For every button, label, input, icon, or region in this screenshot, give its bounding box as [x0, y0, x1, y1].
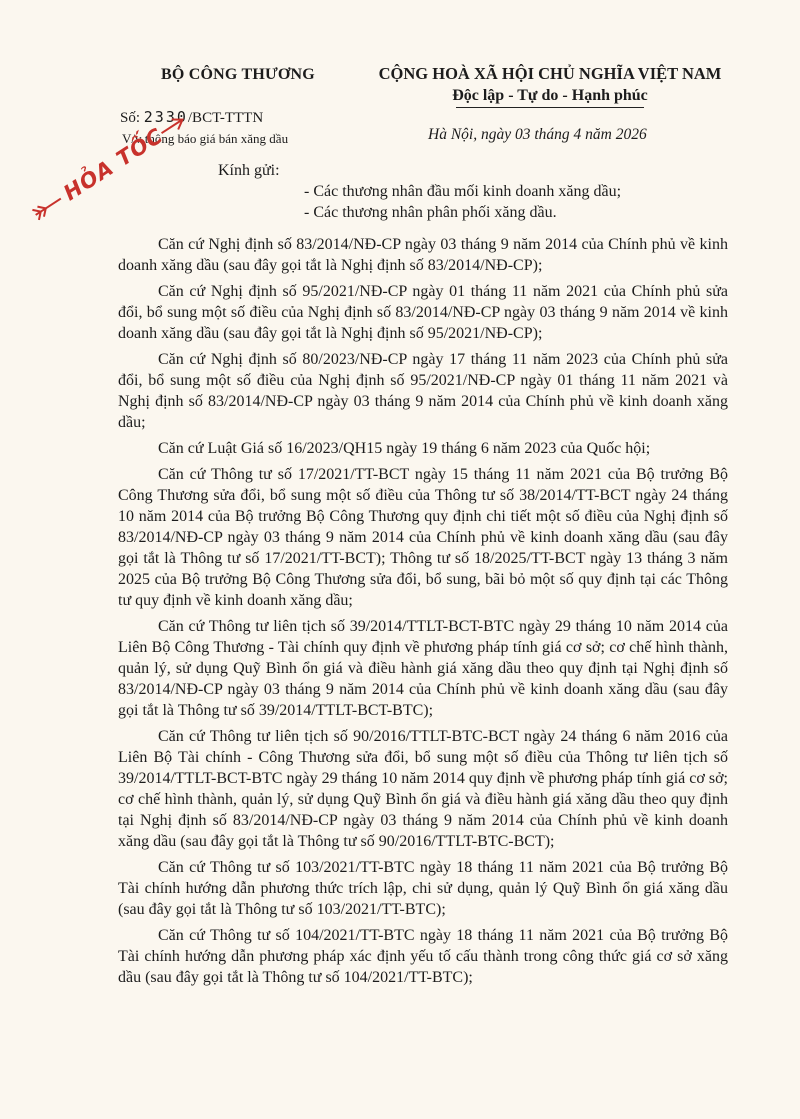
doc-number-handwritten: 2330 — [143, 108, 188, 126]
national-header — [360, 64, 740, 108]
doc-number-suffix: /BCT-TTTN — [187, 110, 264, 126]
legal-basis-paragraph: Căn cứ Thông tư liên tịch số 39/2014/TTLT-BCT-BTC ngày 29 tháng 10 năm 2014 của Liên Bộ Công Thương - Tài chính quy định về phương pháp tính giá cơ sở; cơ chế hình thành, quản lý, sử dụng Quỹ Bình ổn giá và điều hành giá xăng dầu theo quy định tại Nghị định số 83/2014/NĐ-CP ngày 03 tháng 9 năm 2014 của Chính phủ về kinh doanh xăng dầu (sau đây gọi tắt là Thông tư số 39/2014/TTLT-BCT-BTC); — [118, 618, 728, 719]
legal-basis-paragraph: Căn cứ Thông tư liên tịch số 90/2016/TTLT-BTC-BCT ngày 24 tháng 6 năm 2016 của Liên Bộ Tài chính - Công Thương sửa đổi, bổ sung một số điều của Thông tư liên tịch số 39/2014/TTLT-BCT-BTC ngày 29 tháng 10 năm 2014 quy định về phương pháp tính giá cơ sở; cơ chế hình thành, quản lý, sử dụng Quỹ Bình ổn giá và điều hành giá xăng dầu theo quy định tại Nghị định số 83/2014/NĐ-CP ngày 03 tháng 9 năm 2014 của Chính phủ về kinh doanh xăng dầu (sau đây gọi tắt là Thông tư số 90/2016/TTLT-BTC-BCT); — [118, 728, 728, 850]
stamp-text: HỎA TỐC — [59, 123, 168, 206]
arrow-icon — [29, 189, 68, 224]
legal-basis-paragraph: Căn cứ Thông tư số 103/2021/TT-BTC ngày 18 tháng 11 năm 2021 của Bộ trưởng Bộ Tài chính hướng dẫn phương thức trích lập, chi sử dụng, quản lý Quỹ Bình ổn giá xăng dầu (sau đây gọi tắt là Thông tư số 103/2021/TT-BTC); — [118, 859, 728, 918]
legal-basis-paragraph: Căn cứ Nghị định số 80/2023/NĐ-CP ngày 17 tháng 11 năm 2023 của Chính phủ sửa đổi, bổ sung một số điều của Nghị định số 95/2021/NĐ-CP ngày 01 tháng 11 năm 2021 và Nghị định số 83/2014/NĐ-CP ngày 03 tháng 9 năm 2014 của Chính phủ về kinh doanh xăng dầu; — [118, 351, 728, 431]
recipient-list — [304, 181, 621, 223]
date-line: Hà Nội, ngày 03 tháng 4 năm 2026 — [428, 126, 647, 143]
document-subject: V/v thông báo giá bán xăng dầu — [122, 131, 289, 146]
national-motto: Độc lập - Tự do - Hạnh phúc — [452, 87, 648, 104]
issuer-block — [118, 66, 358, 84]
legal-basis-paragraph: Căn cứ Luật Giá số 16/2023/QH15 ngày 19 tháng 6 năm 2023 của Quốc hội; — [158, 440, 651, 457]
ministry-name: BỘ CÔNG THƯƠNG — [161, 66, 315, 83]
legal-basis-paragraph: Căn cứ Nghị định số 95/2021/NĐ-CP ngày 01 tháng 11 năm 2021 của Chính phủ sửa đổi, bổ sung một số điều của Nghị định số 83/2014/NĐ-CP ngày 03 tháng 9 năm 2014 về kinh doanh xăng dầu (sau đây gọi tắt là Nghị định số 95/2021/NĐ-CP); — [118, 283, 728, 342]
legal-basis-paragraph: Căn cứ Thông tư số 17/2021/TT-BCT ngày 15 tháng 11 năm 2021 của Bộ trưởng Bộ Công Thương sửa đổi, bổ sung một số điều của Thông tư số 38/2014/TT-BCT ngày 24 tháng 10 năm 2014 của Bộ trưởng Bộ Công Thương quy định chi tiết một số điều của Nghị định số 83/2014/NĐ-CP ngày 03 tháng 9 năm 2014 của Chính phủ về kinh doanh xăng dầu (sau đây gọi tắt là Thông tư số 17/2021/TT-BCT); Thông tư số 18/2025/TT-BCT ngày 13 tháng 3 năm 2025 của Bộ trưởng Bộ Công Thương sửa đổi, bổ sung, bãi bỏ một số quy định tại các Thông tư quy định về kinh doanh xăng dầu; — [118, 466, 728, 609]
greeting: Kính gửi: — [218, 162, 280, 179]
urgent-stamp — [27, 106, 194, 226]
recipient-item: - Các thương nhân đầu mối kinh doanh xăng dầu; — [304, 183, 622, 200]
recipient-item: - Các thương nhân phân phối xăng dầu. — [304, 204, 557, 221]
doc-number-prefix: Số: — [120, 110, 141, 126]
legal-basis-paragraph: Căn cứ Thông tư số 104/2021/TT-BTC ngày 18 tháng 11 năm 2021 của Bộ trưởng Bộ Tài chính hướng dẫn phương pháp xác định yếu tố cấu thành trong công thức giá cơ sở xăng dầu (sau đây gọi tắt là Thông tư số 104/2021/TT-BTC); — [118, 927, 728, 986]
motto-underline — [456, 107, 644, 108]
country-name: CỘNG HOÀ XÃ HỘI CHỦ NGHĨA VIỆT NAM — [378, 64, 722, 83]
document-body — [118, 234, 728, 993]
legal-basis-paragraph: Căn cứ Nghị định số 83/2014/NĐ-CP ngày 03 tháng 9 năm 2014 của Chính phủ về kinh doanh xăng dầu (sau đây gọi tắt là Nghị định số 83/2014/NĐ-CP); — [118, 236, 728, 274]
